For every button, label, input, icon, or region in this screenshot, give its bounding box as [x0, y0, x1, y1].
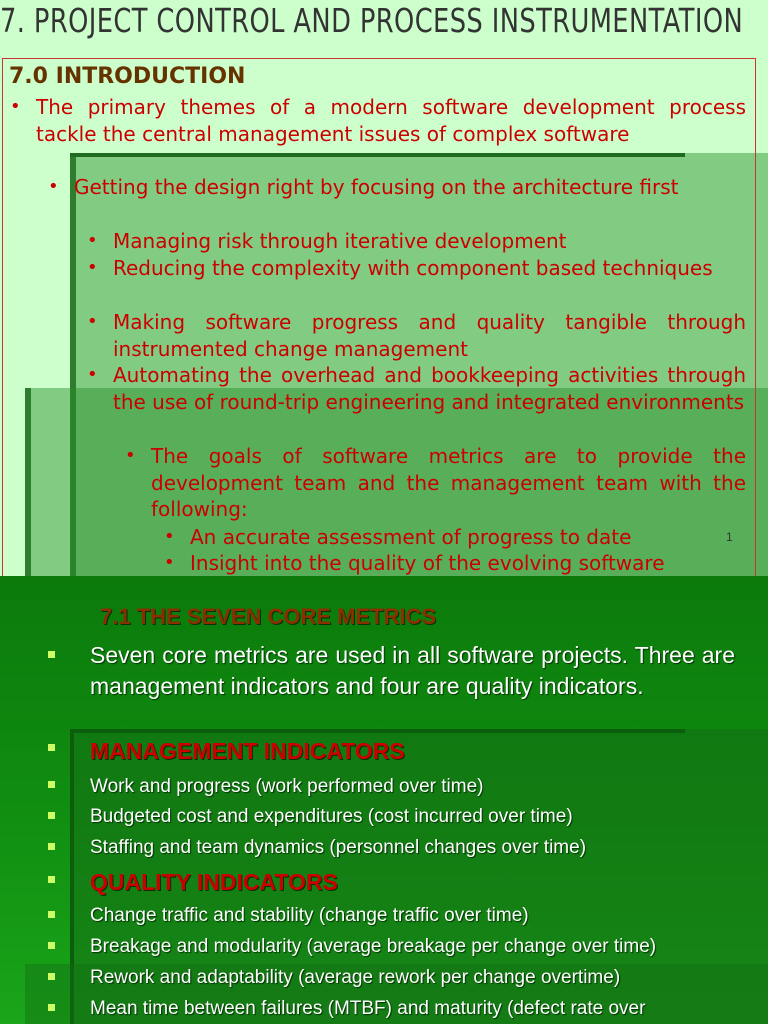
bullet-icon: • [125, 445, 136, 466]
square-bullet-icon [48, 911, 55, 918]
square-bullet-icon [48, 651, 55, 658]
bullet-icon: • [10, 96, 21, 117]
bullet-icon: • [87, 257, 98, 278]
section-heading: 7.0 INTRODUCTION [9, 64, 246, 89]
square-bullet-icon [48, 781, 55, 788]
bullet-item: • The goals of software metrics are to provide the development team and the management team with the following: [125, 444, 746, 521]
intro-text: Seven core metrics are used in all software projects. Three are management indicators and four are quality indicators. [90, 642, 735, 699]
list-item: Budgeted cost and expenditures (cost incurred over time) [90, 806, 573, 827]
square-bullet-icon [48, 812, 55, 819]
list-item: Rework and adaptability (average rework per change overtime) [90, 967, 621, 988]
square-bullet-icon [48, 744, 55, 751]
quality-heading: QUALITY INDICATORS [90, 869, 338, 895]
bullet-item: • Insight into the quality of the evolving software [164, 551, 665, 575]
bullet-item: • Getting the design right by focusing on the architecture first [48, 175, 679, 199]
bullet-icon: • [87, 311, 98, 332]
square-bullet-icon [48, 942, 55, 949]
bullet-item: • The primary themes of a modern software development process tackle the central management issues of complex software [10, 95, 746, 146]
bullet-icon: • [87, 364, 98, 385]
list-item: Work and progress (work performed over time) [90, 776, 484, 797]
bullet-icon: • [164, 526, 175, 547]
bullet-item: • Managing risk through iterative development [87, 229, 567, 253]
bullet-item: • Making software progress and quality tangible through instrumented change management [87, 310, 746, 361]
bullet-icon: • [164, 552, 175, 573]
bullet-item: • An accurate assessment of progress to date [164, 525, 632, 549]
list-item: Mean time between failures (MTBF) and maturity (defect rate over [90, 998, 646, 1019]
bullet-item: • Automating the overhead and bookkeeping activities through the use of round-trip engineering and integrated environments [87, 363, 746, 414]
square-bullet-icon [48, 843, 55, 850]
list-item: Change traffic and stability (change traffic over time) [90, 905, 529, 926]
square-bullet-icon [48, 876, 55, 883]
bullet-icon: • [48, 176, 59, 197]
list-item: Breakage and modularity (average breakage per change over time) [90, 936, 657, 957]
slide-core-metrics [0, 576, 768, 1024]
page-number: 1 [726, 530, 733, 544]
bullet-icon: • [87, 230, 98, 251]
bullet-item: • Reducing the complexity with component based techniques [87, 256, 713, 280]
slide-title: 7. PROJECT CONTROL AND PROCESS INSTRUMENTATION [0, 1, 744, 40]
list-item: Staffing and team dynamics (personnel changes over time) [90, 837, 587, 858]
decorative-band-top [70, 729, 685, 733]
section-heading: 7.1 THE SEVEN CORE METRICS [100, 604, 437, 629]
square-bullet-icon [48, 973, 55, 980]
management-heading: MANAGEMENT INDICATORS [90, 738, 405, 764]
square-bullet-icon [48, 1004, 55, 1011]
